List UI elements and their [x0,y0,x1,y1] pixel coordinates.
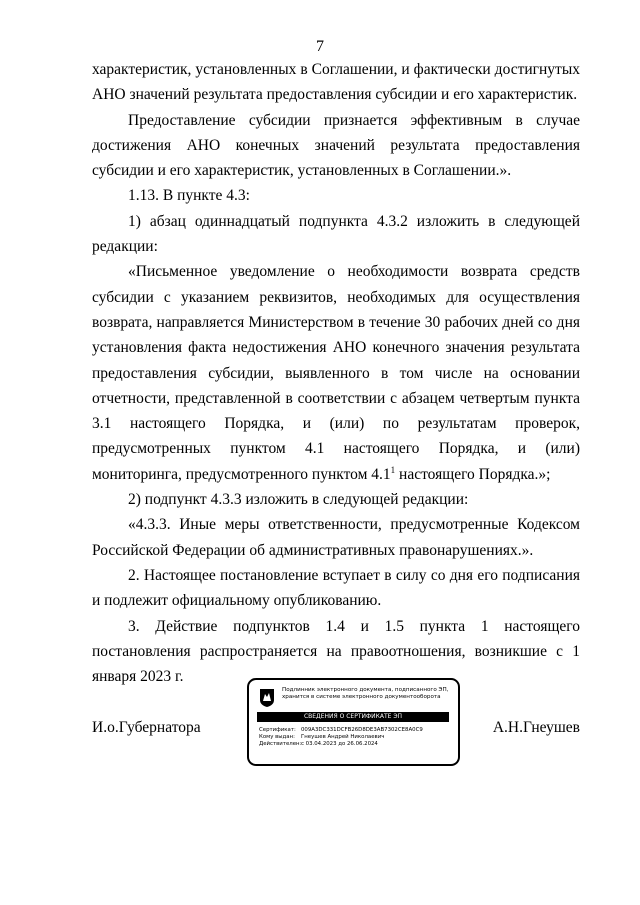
stamp-label: Сертификат: [259,727,296,733]
stamp-note-line: хранится в системе электронного документооборота [282,694,441,700]
paragraph: характеристик, установленных в Соглашении, и фактически достигнутых АНО значений результата предоставления субсидии и его характеристик. [92,61,580,104]
document-body [92,57,580,689]
paragraph: 2. Настоящее постановление вступает в силу со дня его подписания и подлежит официальному опубликованию. [92,566,580,610]
stamp-header: СВЕДЕНИЯ О СЕРТИФИКАТЕ ЭП [257,712,449,722]
stamp-note-line: Подлинник электронного документа, подписанного ЭП, [282,687,449,693]
paragraph: «4.3.3. Иные меры ответственности, предусмотренные Кодексом Российской Федерации об административных правонарушениях.». [92,516,580,559]
stamp-label: Кому выдан: [259,734,295,741]
paragraph: 1) абзац одиннадцатый подпункта 4.3.2 изложить в следующей редакции: [92,212,580,256]
paragraph: Предоставление субсидии признается эффективным в случае достижения АНО конечных значений результата предоставления субсидии и его характеристик, установленных в Соглашении.». [92,111,580,180]
coat-of-arms-icon [259,688,275,708]
signatory-name: А.Н.Гнеушев [492,719,580,736]
signatory-position: И.о.Губернатора [92,719,201,736]
page-number: 7 [316,38,324,55]
stamp-value: 009A3DC331DCFB26D8DE3AB7302CE8A0C9 [301,727,423,733]
stamp-note [282,687,448,701]
paragraph: 1.13. В пункте 4.3: [128,187,250,205]
paragraph [92,259,580,487]
electronic-signature-stamp [247,678,460,766]
stamp-row-valid [259,741,423,748]
stamp-value: с 03.04.2023 до 26.06.2024 [301,741,378,748]
paragraph-text: «Письменное уведомление о необходимости возврата средств субсидии с указанием реквизитов, необходимых для осуществления возврата, направляется Министерством в течение 30 рабочих дней со дня установления факта недостижения АНО конечного значения результата предоставления субсидии, выявленного в том числе на основании отчетности, представленной в соответствии с абзацем четвертым пункта 3.1 настоящего Порядка, и (или) по результатам проверок, предусмотренных пунктом 4.1 настоящего Порядка, и (или) мониторинга, предусмотренного пунктом 4.1 [92,263,580,483]
paragraph-text: настоящего Порядка.»; [395,465,551,483]
paragraph: 2) подпункт 4.3.3 изложить в следующей редакции: [128,491,469,509]
superscript: 1 [390,464,396,475]
stamp-details [259,727,423,749]
stamp-value: Гнеушев Андрей Николаевич [301,734,385,741]
stamp-label: Действителен: [259,741,302,748]
paragraph: 3. Действие подпунктов 1.4 и 1.5 пункта 1 настоящего постановления распространяется на правоотношения, возникшие с 1 января 2023 г. [92,617,580,686]
